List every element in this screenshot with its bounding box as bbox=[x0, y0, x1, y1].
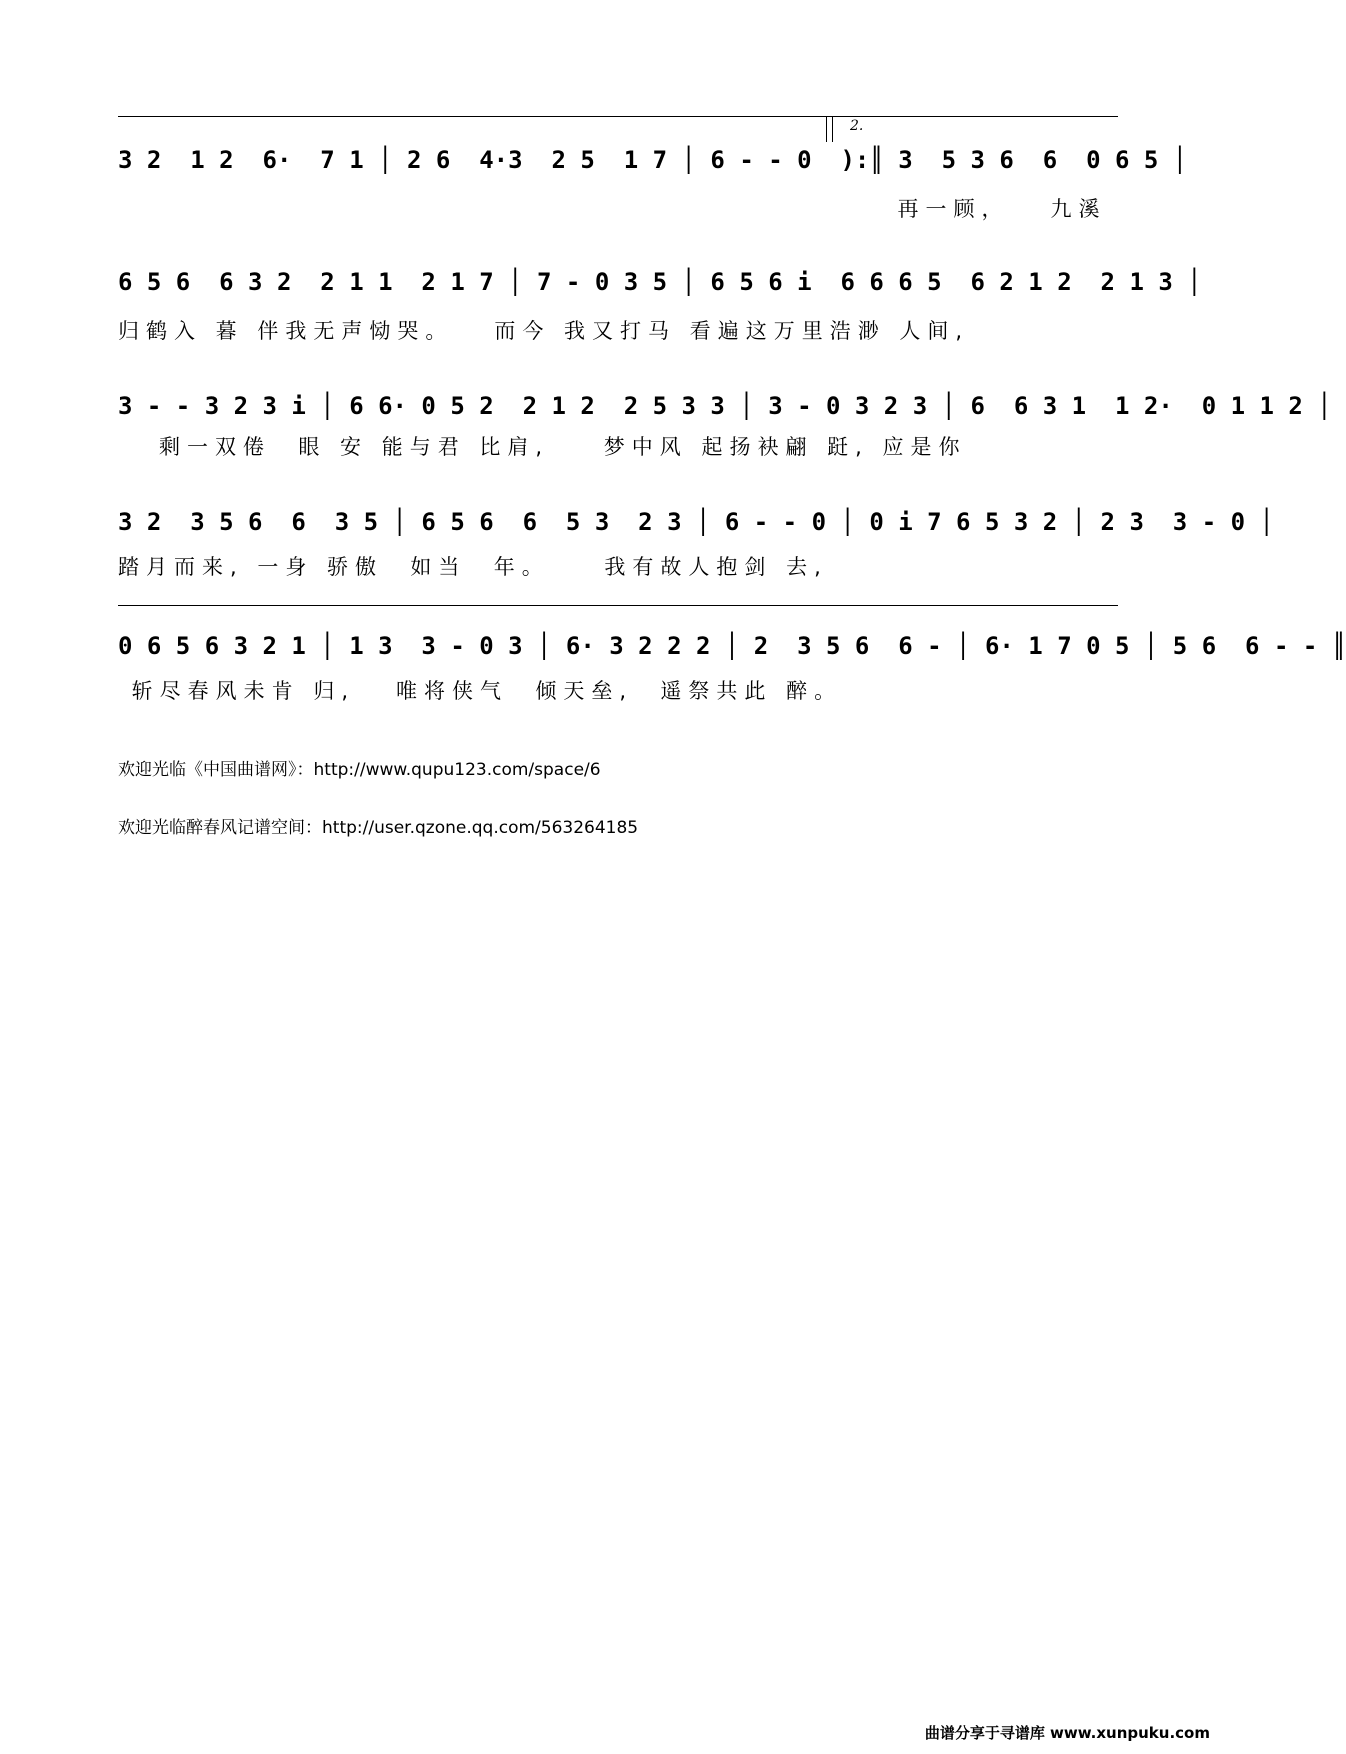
lyric-row-3: 剩一双倦 眼 安 能与君 比肩, 梦中风 起扬袂翩 跹, 应是你 bbox=[118, 435, 967, 459]
volta-bracket-1 bbox=[826, 116, 827, 142]
lyric-row-4: 踏月而来, 一身 骄傲 如当 年。 我有故人抱剑 去, bbox=[118, 555, 828, 579]
volta-bracket-2 bbox=[832, 116, 833, 142]
footer-link-qzone[interactable]: 欢迎光临醉春风记谱空间：http://user.qzone.qq.com/563264185 bbox=[118, 818, 639, 838]
volta-label: 2. bbox=[850, 118, 864, 134]
staff-line-top bbox=[118, 116, 1118, 117]
watermark: 曲谱分享于寻谱库 www.xunpuku.com bbox=[924, 1724, 1210, 1742]
lyric-row-2: 归鹤入 暮 伴我无声恸哭。 而今 我又打马 看遍这万里浩渺 人间, bbox=[118, 319, 970, 343]
lyric-row-5: 斩尽春风未肯 归, 唯将侠气 倾天垒, 遥祭共此 醉。 bbox=[118, 679, 843, 703]
footer-link-qupu[interactable]: 欢迎光临《中国曲谱网》：http://www.qupu123.com/space/6 bbox=[118, 760, 601, 780]
notation-row-1: 3 2 1 2 6· 7 1 │ 2 6 4·3 2 5 1 7 │ 6 - - 0 ):║ 3 5 3 6 6 0 6 5 │ bbox=[118, 146, 1188, 174]
notation-row-4: 3 2 3 5 6 6 3 5 │ 6 5 6 6 5 3 2 3 │ 6 - - 0 │ 0 i 7 6 5 3 2 │ 2 3 3 - 0 │ bbox=[118, 508, 1274, 536]
lyric-row-1: 再一顾， 九溪 bbox=[118, 197, 1107, 221]
notation-row-5: 0 6 5 6 3 2 1 │ 1 3 3 - 0 3 │ 6· 3 2 2 2 │ 2 3 5 6 6 - │ 6· 1 7 0 5 │ 5 6 6 - - ║ bbox=[118, 632, 1346, 660]
staff-line-final bbox=[118, 605, 1118, 606]
notation-row-3: 3 - - 3 2 3 i │ 6 6· 0 5 2 2 1 2 2 5 3 3 │ 3 - 0 3 2 3 │ 6 6 3 1 1 2· 0 1 1 2 │ bbox=[118, 392, 1332, 420]
notation-row-2: 6 5 6 6 3 2 2 1 1 2 1 7 │ 7 - 0 3 5 │ 6 5 6 i 6 6 6 5 6 2 1 2 2 1 3 │ bbox=[118, 268, 1202, 296]
